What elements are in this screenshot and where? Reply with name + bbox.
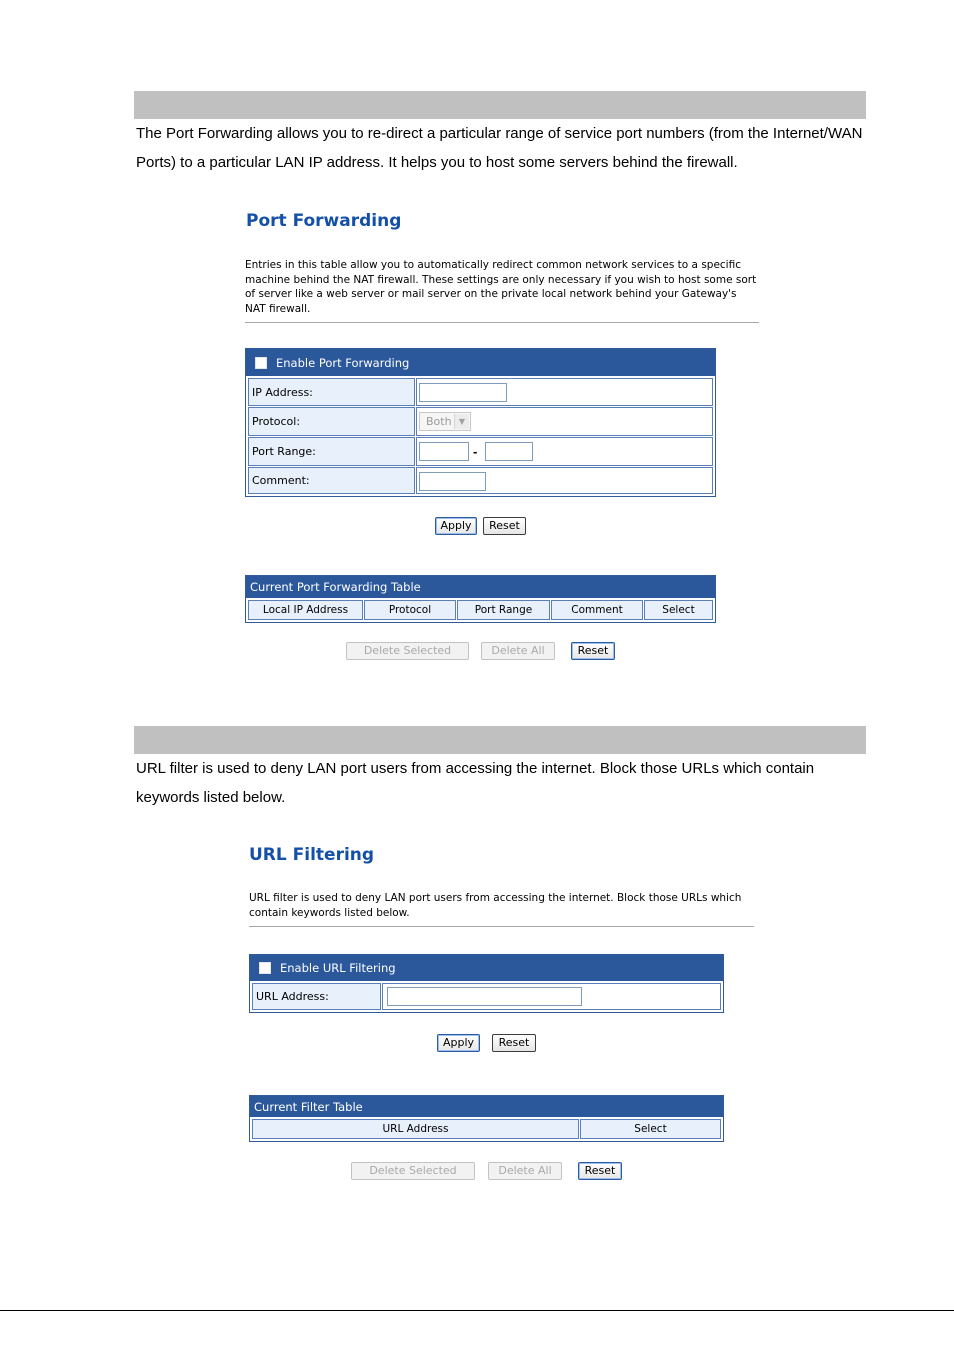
- url-filtering-title: URL Filtering: [249, 845, 375, 865]
- enable-url-filtering-checkbox[interactable]: [259, 962, 271, 974]
- column-protocol: Protocol: [364, 600, 456, 620]
- column-url-address: URL Address: [252, 1119, 579, 1139]
- apply-button[interactable]: Apply: [437, 1034, 480, 1052]
- enable-port-forwarding-row: [246, 349, 715, 376]
- divider: [245, 322, 759, 323]
- url-filtering-form: [249, 954, 724, 1013]
- url-address-input[interactable]: [387, 987, 582, 1006]
- port-range-cell: [416, 437, 713, 466]
- delete-selected-button[interactable]: Delete Selected: [346, 642, 469, 660]
- protocol-selected-value: Both: [426, 415, 452, 428]
- enable-port-forwarding-label: Enable Port Forwarding: [276, 355, 410, 370]
- ip-address-label: IP Address:: [248, 378, 415, 406]
- enable-port-forwarding-checkbox[interactable]: [255, 357, 267, 369]
- ip-address-input[interactable]: [419, 383, 507, 402]
- column-comment: Comment: [551, 600, 643, 620]
- page-footer-rule: [0, 1310, 954, 1311]
- column-select: Select: [580, 1119, 721, 1139]
- column-select: Select: [644, 600, 713, 620]
- url-filter-intro: URL filter is used to deny LAN port users from accessing the internet. Block those URLs which contain keywords listed below.: [136, 760, 815, 806]
- table-reset-button[interactable]: Reset: [578, 1162, 622, 1180]
- section-heading-bar: [134, 726, 866, 754]
- reset-button[interactable]: Reset: [492, 1034, 536, 1052]
- comment-cell: [416, 467, 713, 494]
- url-address-cell: [382, 983, 721, 1010]
- url-address-label: URL Address:: [252, 983, 381, 1010]
- url-filter-table: [249, 1095, 724, 1142]
- enable-url-filtering-row: [250, 955, 723, 981]
- port-forwarding-description: Entries in this table allow you to automatically redirect common network services to a specific machine behind the NAT firewall. These settings are only necessary if you wish to host some sort of server like a web server or mail server on the private local network behind your Gateway's NAT firewall.: [245, 259, 757, 315]
- port-forwarding-table: [245, 575, 716, 623]
- port-forwarding-table-title: Current Port Forwarding Table: [246, 576, 715, 598]
- reset-button[interactable]: Reset: [483, 517, 526, 535]
- port-range-label: Port Range:: [248, 437, 415, 466]
- column-port-range: Port Range: [457, 600, 550, 620]
- port-forwarding-form: [245, 348, 716, 497]
- url-filter-table-title: Current Filter Table: [250, 1096, 723, 1117]
- divider: [249, 926, 754, 927]
- comment-label: Comment:: [248, 467, 415, 494]
- section-heading-bar: [134, 91, 866, 119]
- column-local-ip-address: Local IP Address: [248, 600, 363, 620]
- port-forwarding-title: Port Forwarding: [246, 211, 402, 231]
- port-range-start-input[interactable]: [419, 442, 469, 461]
- delete-all-button[interactable]: Delete All: [488, 1162, 562, 1180]
- chevron-down-icon: ▼: [454, 414, 469, 429]
- enable-url-filtering-label: Enable URL Filtering: [280, 961, 396, 975]
- ip-address-cell: [416, 378, 713, 406]
- table-reset-button[interactable]: Reset: [571, 642, 615, 660]
- delete-selected-button[interactable]: Delete Selected: [351, 1162, 475, 1180]
- port-range-separator: -: [473, 444, 478, 459]
- comment-input[interactable]: [419, 472, 486, 491]
- delete-all-button[interactable]: Delete All: [481, 642, 555, 660]
- port-range-end-input[interactable]: [485, 442, 533, 461]
- apply-button[interactable]: Apply: [435, 517, 477, 535]
- port-forwarding-intro: The Port Forwarding allows you to re-direct a particular range of service port numbers (from the Internet/WAN Ports) to a particular LAN IP address. It helps you to host some servers behind the firewall.: [136, 125, 863, 171]
- protocol-label: Protocol:: [248, 407, 415, 436]
- url-filtering-description: URL filter is used to deny LAN port users from accessing the internet. Block those URLs which contain keywords listed below.: [249, 892, 742, 919]
- protocol-cell: [416, 407, 713, 436]
- protocol-select[interactable]: [419, 412, 471, 431]
